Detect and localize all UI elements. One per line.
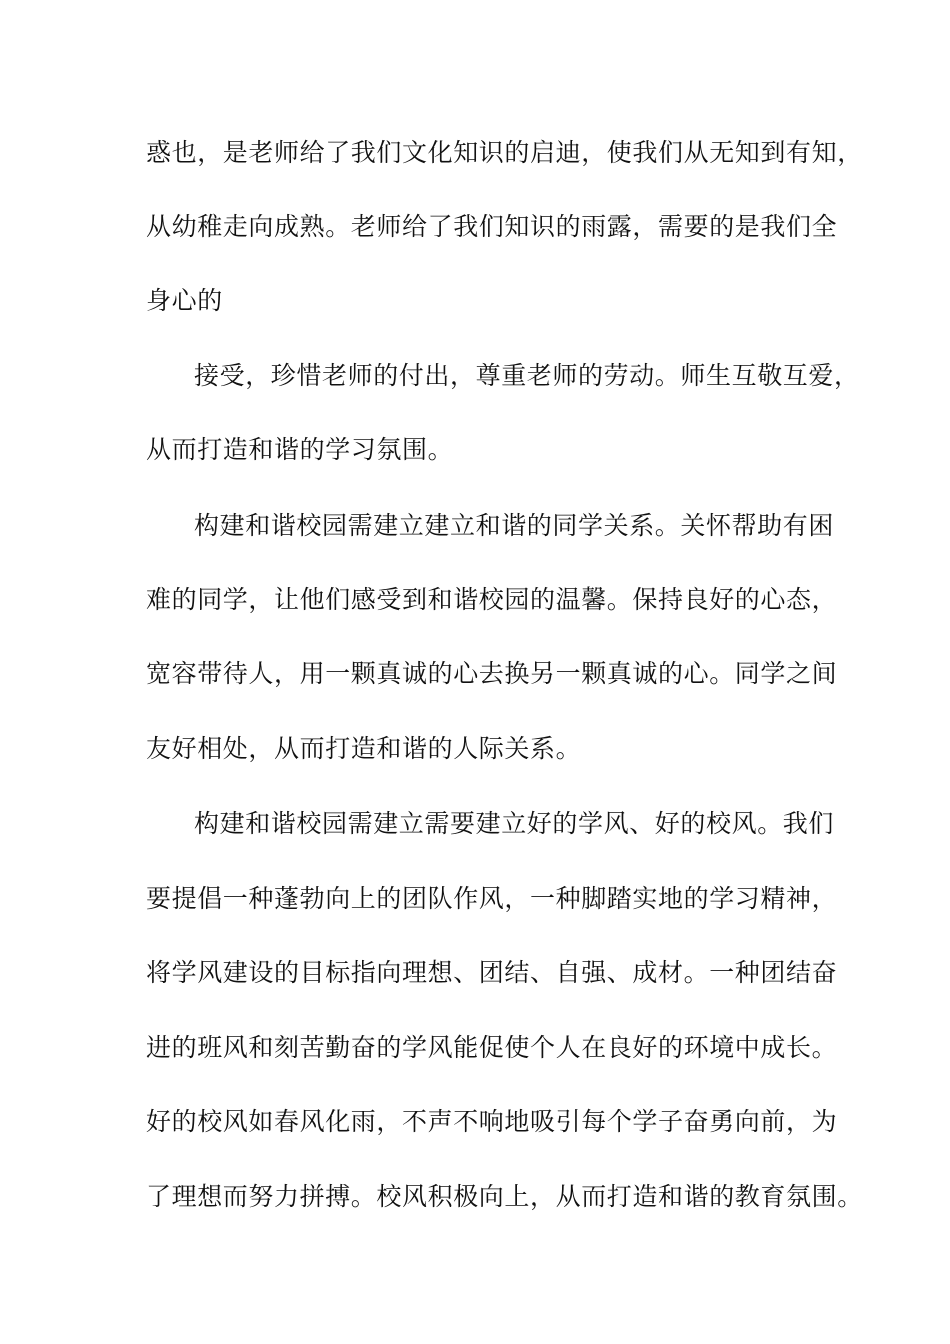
text-line: 身心的 xyxy=(146,286,223,315)
paragraph-start-line: 构建和谐校园需建立建立和谐的同学关系。关怀帮助有困 xyxy=(194,511,835,540)
text-line: 惑也，是老师给了我们文化知识的启迪，使我们从无知到有知， xyxy=(146,138,863,167)
text-line: 好的校风如春风化雨，不声不响地吸引每个学子奋勇向前，为 xyxy=(146,1107,838,1136)
text-line: 从而打造和谐的学习氛围。 xyxy=(146,435,454,464)
text-line: 难的同学，让他们感受到和谐校园的温馨。保持良好的心态， xyxy=(146,585,838,614)
text-line: 进的班风和刻苦勤奋的学风能促使个人在良好的环境中成长。 xyxy=(146,1033,838,1062)
paragraph-start-line: 构建和谐校园需建立需要建立好的学风、好的校风。我们 xyxy=(194,809,835,838)
text-line: 友好相处，从而打造和谐的人际关系。 xyxy=(146,734,582,763)
text-line: 将学风建设的目标指向理想、团结、自强、成材。一种团结奋 xyxy=(146,958,838,987)
text-line: 了理想而努力拼搏。校风积极向上，从而打造和谐的教育氛围。 xyxy=(146,1182,863,1211)
text-line: 从幼稚走向成熟。老师给了我们知识的雨露，需要的是我们全 xyxy=(146,212,838,241)
text-line: 宽容带待人，用一颗真诚的心去换另一颗真诚的心。同学之间 xyxy=(146,659,838,688)
text-line: 要提倡一种蓬勃向上的团队作风，一种脚踏实地的学习精神， xyxy=(146,884,838,913)
paragraph-start-line: 接受，珍惜老师的付出，尊重老师的劳动。师生互敬互爱， xyxy=(194,361,860,390)
